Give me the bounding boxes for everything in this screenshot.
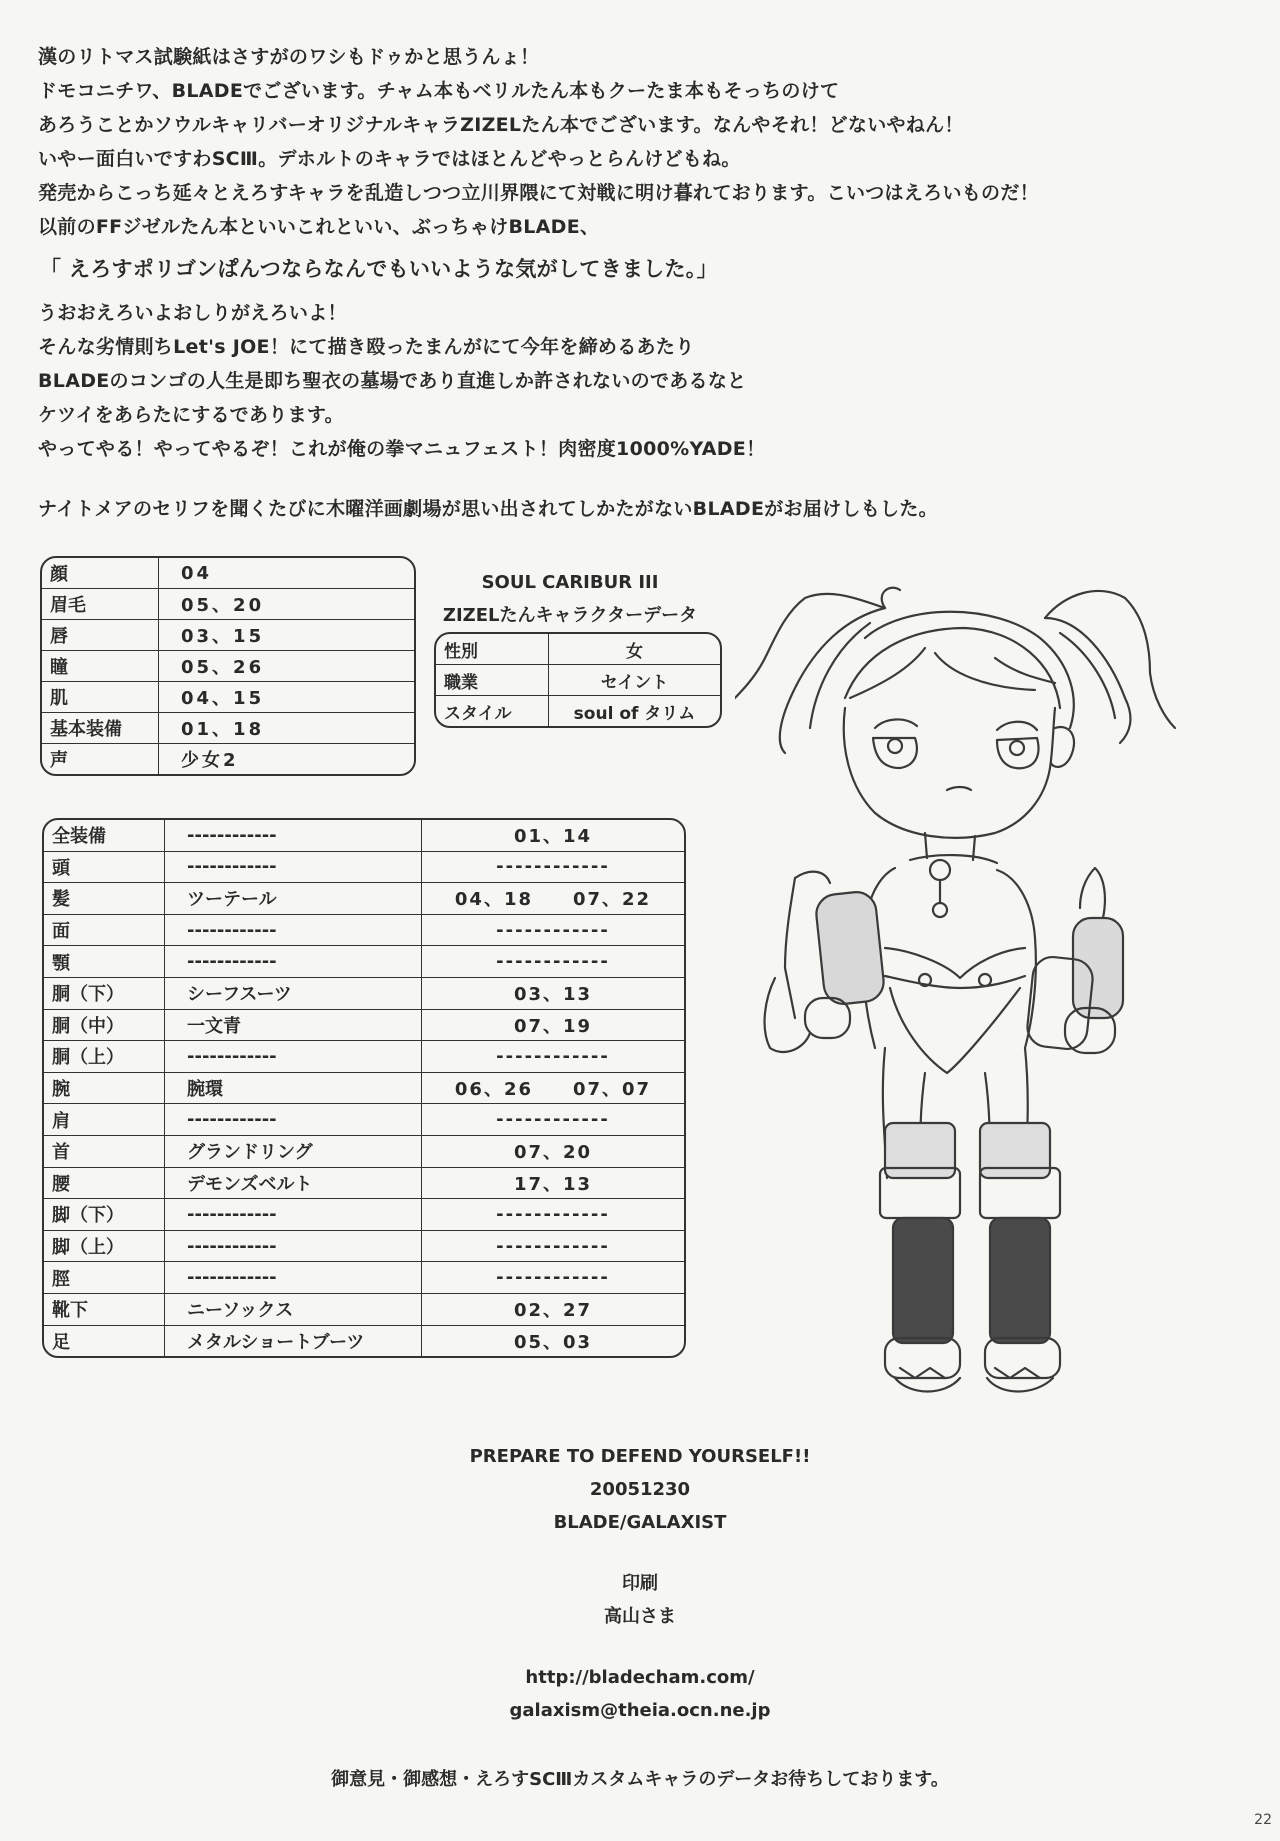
face-value: 05、20 [159, 589, 414, 620]
table-row [44, 1326, 684, 1357]
face-label: 瞳 [42, 651, 159, 682]
profile-label: スタイル [436, 696, 549, 726]
table-row [44, 1199, 684, 1231]
website-link[interactable]: http://bladecham.com/ [525, 1667, 755, 1688]
table-row [44, 1136, 684, 1168]
profile-label: 職業 [436, 665, 549, 696]
table-row [436, 665, 720, 696]
equip-color: 06、26 07、07 [422, 1073, 684, 1105]
equip-item: ------------ [165, 1041, 422, 1073]
face-value: 01、18 [159, 713, 414, 744]
table-row [44, 946, 684, 978]
equip-item: ------------ [165, 820, 422, 852]
footer-message: 御意見・御感想・えろすSCⅢカスタムキャラのデータお待ちしております。 [331, 1769, 949, 1790]
credits-block [340, 1440, 940, 1727]
printer-name: 高山さま [604, 1606, 676, 1627]
profile-value: セイント [549, 665, 720, 696]
intro-line: 以前のFFジゼルたん本といいこれといい、ぶっちゃけBLADE、 [38, 216, 600, 238]
table-row [436, 696, 720, 726]
equip-item: ------------ [165, 1199, 422, 1231]
equip-slot: 胴（上） [44, 1041, 165, 1073]
equip-color: 07、20 [422, 1136, 684, 1168]
equip-color: 01、14 [422, 820, 684, 852]
face-label: 肌 [42, 682, 159, 713]
table-row [42, 651, 414, 682]
table-row [42, 620, 414, 651]
equip-slot: 全装備 [44, 820, 165, 852]
profile-value: soul of タリム [573, 703, 696, 724]
equip-slot: 脚（上） [44, 1231, 165, 1263]
table-row [44, 1104, 684, 1136]
table-row [44, 852, 684, 884]
equip-item: ------------ [165, 946, 422, 978]
equip-item: ニーソックス [165, 1294, 422, 1326]
equip-item: ------------ [165, 852, 422, 884]
table-row [44, 1168, 684, 1200]
equip-slot: 脚（下） [44, 1199, 165, 1231]
table-row [44, 915, 684, 947]
profile-value: 女 [549, 634, 720, 665]
intro-line: あろうことかソウルキャリバーオリジナルキャラZIZELたん本でございます。なんやそれ！どないやねん！ [38, 114, 964, 136]
equip-slot: 足 [44, 1326, 165, 1357]
equip-color: ------------ [422, 1104, 684, 1136]
face-label: 眉毛 [42, 589, 159, 620]
table-row [44, 1294, 684, 1326]
table-row [44, 978, 684, 1010]
table-row [42, 744, 414, 774]
table-row [44, 1041, 684, 1073]
equip-color: ------------ [422, 1199, 684, 1231]
equip-item: グランドリング [165, 1136, 422, 1168]
print-label: 印刷 [622, 1573, 658, 1594]
table-row [44, 1073, 684, 1105]
table-row [44, 1010, 684, 1042]
equip-slot: 腕 [44, 1073, 165, 1105]
equip-item: メタルショートブーツ [165, 1326, 422, 1357]
table-row [44, 820, 684, 852]
intro-text [38, 40, 1238, 526]
equip-slot: 胴（下） [44, 978, 165, 1010]
equip-item: 腕環 [165, 1073, 422, 1105]
email-link[interactable]: galaxism@theia.ocn.ne.jp [509, 1700, 771, 1721]
table-row [42, 589, 414, 620]
equip-item: ------------ [165, 915, 422, 947]
credit-title: PREPARE TO DEFEND YOURSELF!! [469, 1446, 811, 1467]
equip-color: 02、27 [422, 1294, 684, 1326]
face-label: 声 [42, 744, 159, 774]
equip-color: 04、18 07、22 [422, 883, 684, 915]
equip-color: ------------ [422, 1262, 684, 1294]
game-title: SOUL CARIBUR III [481, 572, 659, 593]
equip-item: ------------ [165, 1262, 422, 1294]
intro-closing: ナイトメアのセリフを聞くたびに木曜洋画劇場が思い出されてしかたがないBLADEがお届けしもした。 [38, 498, 938, 520]
character-subtitle: ZIZELたんキャラクターデータ [442, 605, 698, 626]
intro-line: そんな劣情則ちLet's JOE！にて描き殴ったまんがにて今年を締めるあたり [38, 336, 695, 358]
equip-color: ------------ [422, 1041, 684, 1073]
table-row [42, 682, 414, 713]
intro-line: ケツイをあらたにするであります。 [38, 404, 344, 426]
equip-color: 05、03 [513, 1331, 593, 1353]
intro-line: 発売からこっち延々とえろすキャラを乱造しつつ立川界隈にて対戦に明け暮れております。こいつはえろいものだ！ [38, 182, 1039, 204]
profile-label: 性別 [436, 634, 549, 665]
table-row [44, 1231, 684, 1263]
equip-item: ------------ [165, 1231, 422, 1263]
face-settings-table [40, 556, 416, 776]
table-row [436, 634, 720, 665]
equip-color: 17、13 [422, 1168, 684, 1200]
equip-slot: 顎 [44, 946, 165, 978]
equip-color: 07、19 [422, 1010, 684, 1042]
face-value: 少女2 [181, 750, 239, 771]
equip-color: ------------ [422, 852, 684, 884]
equip-color: ------------ [422, 946, 684, 978]
face-value: 05、26 [159, 651, 414, 682]
intro-line: やってやる！やってやるぞ！これが俺の拳マニュフェスト！肉密度1000%YADE！ [38, 438, 766, 460]
face-value: 03、15 [159, 620, 414, 651]
equip-item: ------------ [165, 1104, 422, 1136]
face-value: 04 [159, 558, 414, 589]
equip-item: シーフスーツ [165, 978, 422, 1010]
equip-color: 03、13 [422, 978, 684, 1010]
equip-item: デモンズベルト [165, 1168, 422, 1200]
intro-quote: 「 えろすポリゴンぱんつならなんでもいいような気がしてきました。」 [40, 257, 718, 281]
table-row [44, 883, 684, 915]
equip-slot: 腰 [44, 1168, 165, 1200]
equip-slot: 首 [44, 1136, 165, 1168]
equip-slot: 髪 [44, 883, 165, 915]
equip-slot: 胴（中） [44, 1010, 165, 1042]
intro-line: BLADEのコンゴの人生是即ち聖衣の墓場であり直進しか許されないのであるなと [38, 370, 747, 392]
table-row [42, 558, 414, 589]
face-label: 基本装備 [42, 713, 159, 744]
character-sketch [735, 578, 1185, 1408]
page-number: 22 [1254, 1812, 1272, 1828]
profile-table [434, 632, 722, 728]
face-value: 04、15 [159, 682, 414, 713]
equipment-table [42, 818, 686, 1358]
credit-circle: BLADE/GALAXIST [553, 1512, 727, 1533]
equip-item: ツーテール [165, 883, 422, 915]
face-label: 顔 [42, 558, 159, 589]
character-data-title [440, 566, 700, 632]
equip-item: 一文青 [165, 1010, 422, 1042]
equip-slot: 頭 [44, 852, 165, 884]
table-row [42, 713, 414, 744]
equip-slot: 肩 [44, 1104, 165, 1136]
equip-slot: 脛 [44, 1262, 165, 1294]
equip-color: ------------ [422, 915, 684, 947]
intro-line: いやー面白いですわSCⅢ。デホルトのキャラではほとんどやっとらんけどもね。 [38, 148, 741, 170]
table-row [44, 1262, 684, 1294]
equip-color: ------------ [422, 1231, 684, 1263]
intro-line: 漢のリトマス試験紙はさすがのワシもドゥかと思うんょ！ [38, 46, 540, 68]
equip-slot: 面 [44, 915, 165, 947]
intro-line: うおおえろいよおしりがえろいよ！ [38, 302, 347, 324]
intro-line: ドモコニチワ、BLADEでございます。チャム本もベリルたん本もクーたま本もそっちのけて [38, 80, 840, 102]
credit-date: 20051230 [589, 1479, 691, 1500]
equip-slot: 靴下 [44, 1294, 165, 1326]
face-label: 唇 [42, 620, 159, 651]
